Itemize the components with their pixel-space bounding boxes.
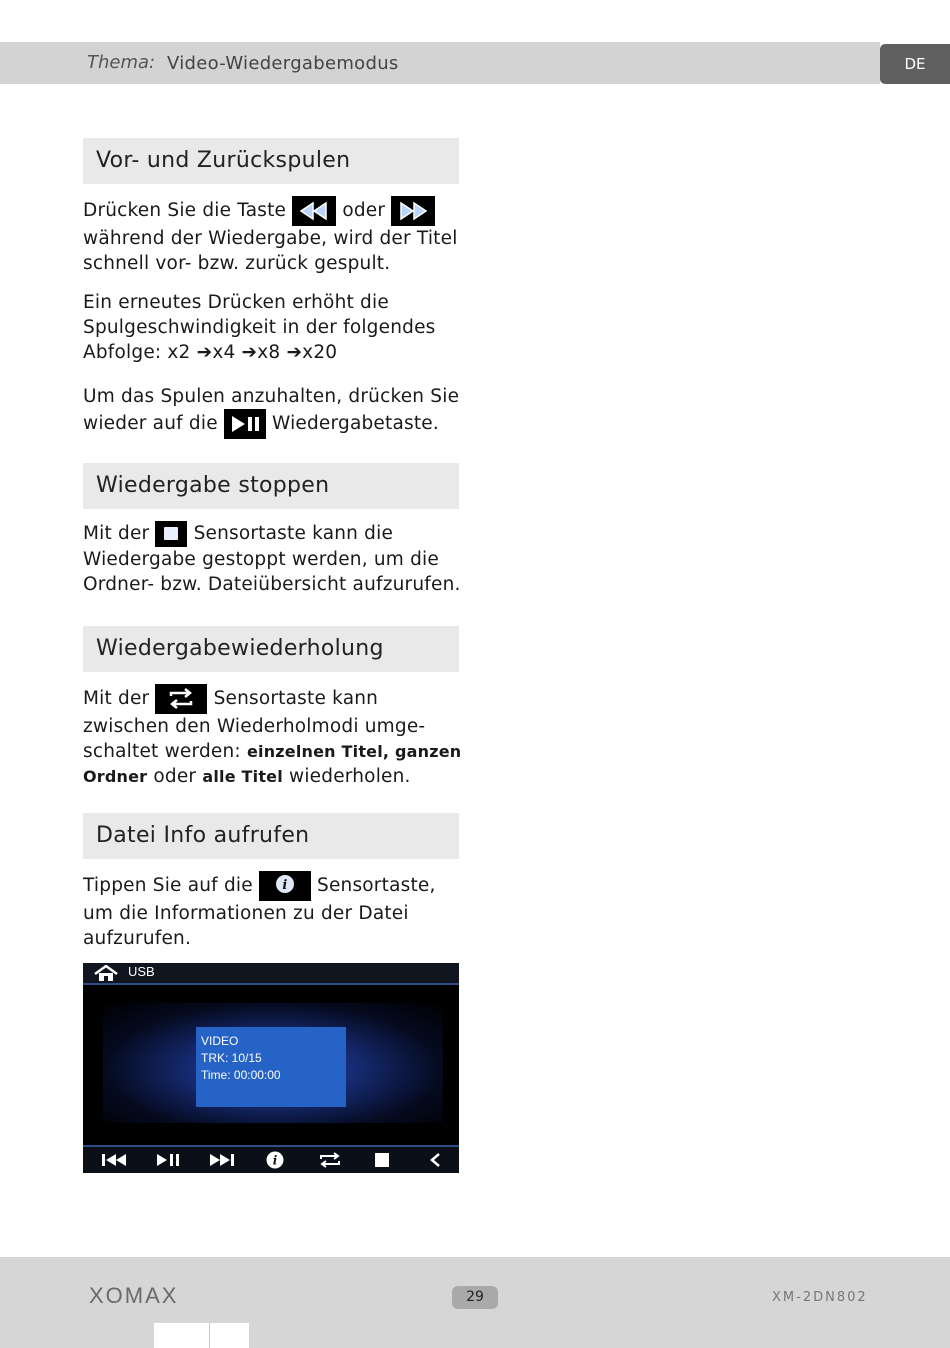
stop-icon (374, 1153, 390, 1167)
paragraph-repeat (83, 684, 463, 789)
paragraph-stop-spooling (83, 384, 463, 439)
brand-logo: XOMAX (89, 1283, 179, 1308)
paragraph-speed (83, 290, 463, 365)
play-pause-button-icon (224, 409, 266, 439)
next-track-icon (209, 1153, 235, 1167)
page-title: Video-Wiedergabemodus (167, 53, 399, 74)
home-icon (93, 965, 119, 981)
back-icon (428, 1152, 442, 1168)
section-heading-rewind: Vor- und Zurückspulen (83, 138, 459, 184)
source-label: USB (128, 964, 155, 979)
repeat-button-icon (155, 684, 207, 714)
section-heading-repeat: Wiedergabewiederholung (83, 626, 459, 672)
repeat-icon (318, 1152, 342, 1168)
page-number: 29 (452, 1286, 498, 1309)
text-span: während der Wiedergabe, wird der Titel schnell vor- bzw. zurück gespult. (83, 228, 458, 274)
screen-control-bar (83, 1145, 459, 1173)
section-heading-stop: Wiedergabe stoppen (83, 463, 459, 509)
svg-text:i: i (282, 878, 288, 893)
text-span: Tippen Sie auf die (83, 875, 253, 896)
stop-button-icon (155, 521, 187, 547)
footer (0, 1257, 950, 1348)
info-line: TRK: 10/15 (201, 1051, 262, 1065)
svg-text:i: i (272, 1153, 278, 1168)
previous-track-icon (101, 1153, 127, 1167)
language-tab[interactable]: DE (880, 44, 950, 84)
paragraph-rewind (83, 196, 463, 276)
fast-forward-button-icon (391, 196, 435, 226)
rewind-button-icon (292, 196, 336, 226)
screen-header (83, 963, 459, 985)
section-heading-info: Datei Info aufrufen (83, 813, 459, 859)
arrow-right-icon: ➔ (241, 342, 258, 363)
thema-label: Thema: (87, 52, 156, 73)
text-span: Sensortaste, um die Informationen zu der Datei aufzurufen. (83, 875, 436, 949)
info-line: VIDEO (201, 1034, 239, 1048)
header-bar (0, 42, 880, 84)
text-span: wiederholen. (289, 766, 411, 787)
footer-tab-divider (209, 1323, 210, 1348)
model-number: XM-2DN802 (772, 1290, 868, 1305)
text-span: x20 (302, 342, 338, 363)
text-span: x4 (212, 342, 236, 363)
text-span: alle Titel (202, 767, 283, 786)
text-span: Sensortaste kann zwischen den Wiederholmodi umge-schaltet werden: (83, 688, 426, 762)
text-span: einzelnen Titel, ganzen Ordner (83, 742, 462, 786)
text-span: oder (342, 200, 386, 221)
text-span: Sensortaste kann die Wiedergabe gestoppt werden, um die Ordner- bzw. Dateiübersicht aufzurufen. (83, 523, 461, 595)
text-span: oder (153, 766, 197, 787)
arrow-right-icon: ➔ (286, 342, 303, 363)
text-span: Drücken Sie die Taste (83, 200, 287, 221)
text-span: x8 (257, 342, 281, 363)
paragraph-stop (83, 521, 463, 597)
paragraph-info (83, 871, 463, 951)
device-screenshot (83, 963, 459, 1173)
footer-tab-strip (154, 1323, 249, 1348)
arrow-right-icon: ➔ (196, 342, 213, 363)
text-span: Ein erneutes Drücken erhöht die Spulgeschwindigkeit in der folgendes Abfolge: x2 (83, 292, 436, 363)
info-icon (265, 1151, 285, 1169)
info-button-icon (259, 871, 311, 901)
text-span: Mit der (83, 688, 150, 709)
text-span: Wiedergabetaste. (271, 413, 439, 434)
text-span: Mit der (83, 523, 150, 544)
play-pause-icon (155, 1153, 181, 1167)
info-popup (196, 1027, 346, 1107)
text-span: Um das Spulen anzuhalten, drücken Sie wieder auf die (83, 386, 460, 434)
info-line: Time: 00:00:00 (201, 1068, 281, 1082)
